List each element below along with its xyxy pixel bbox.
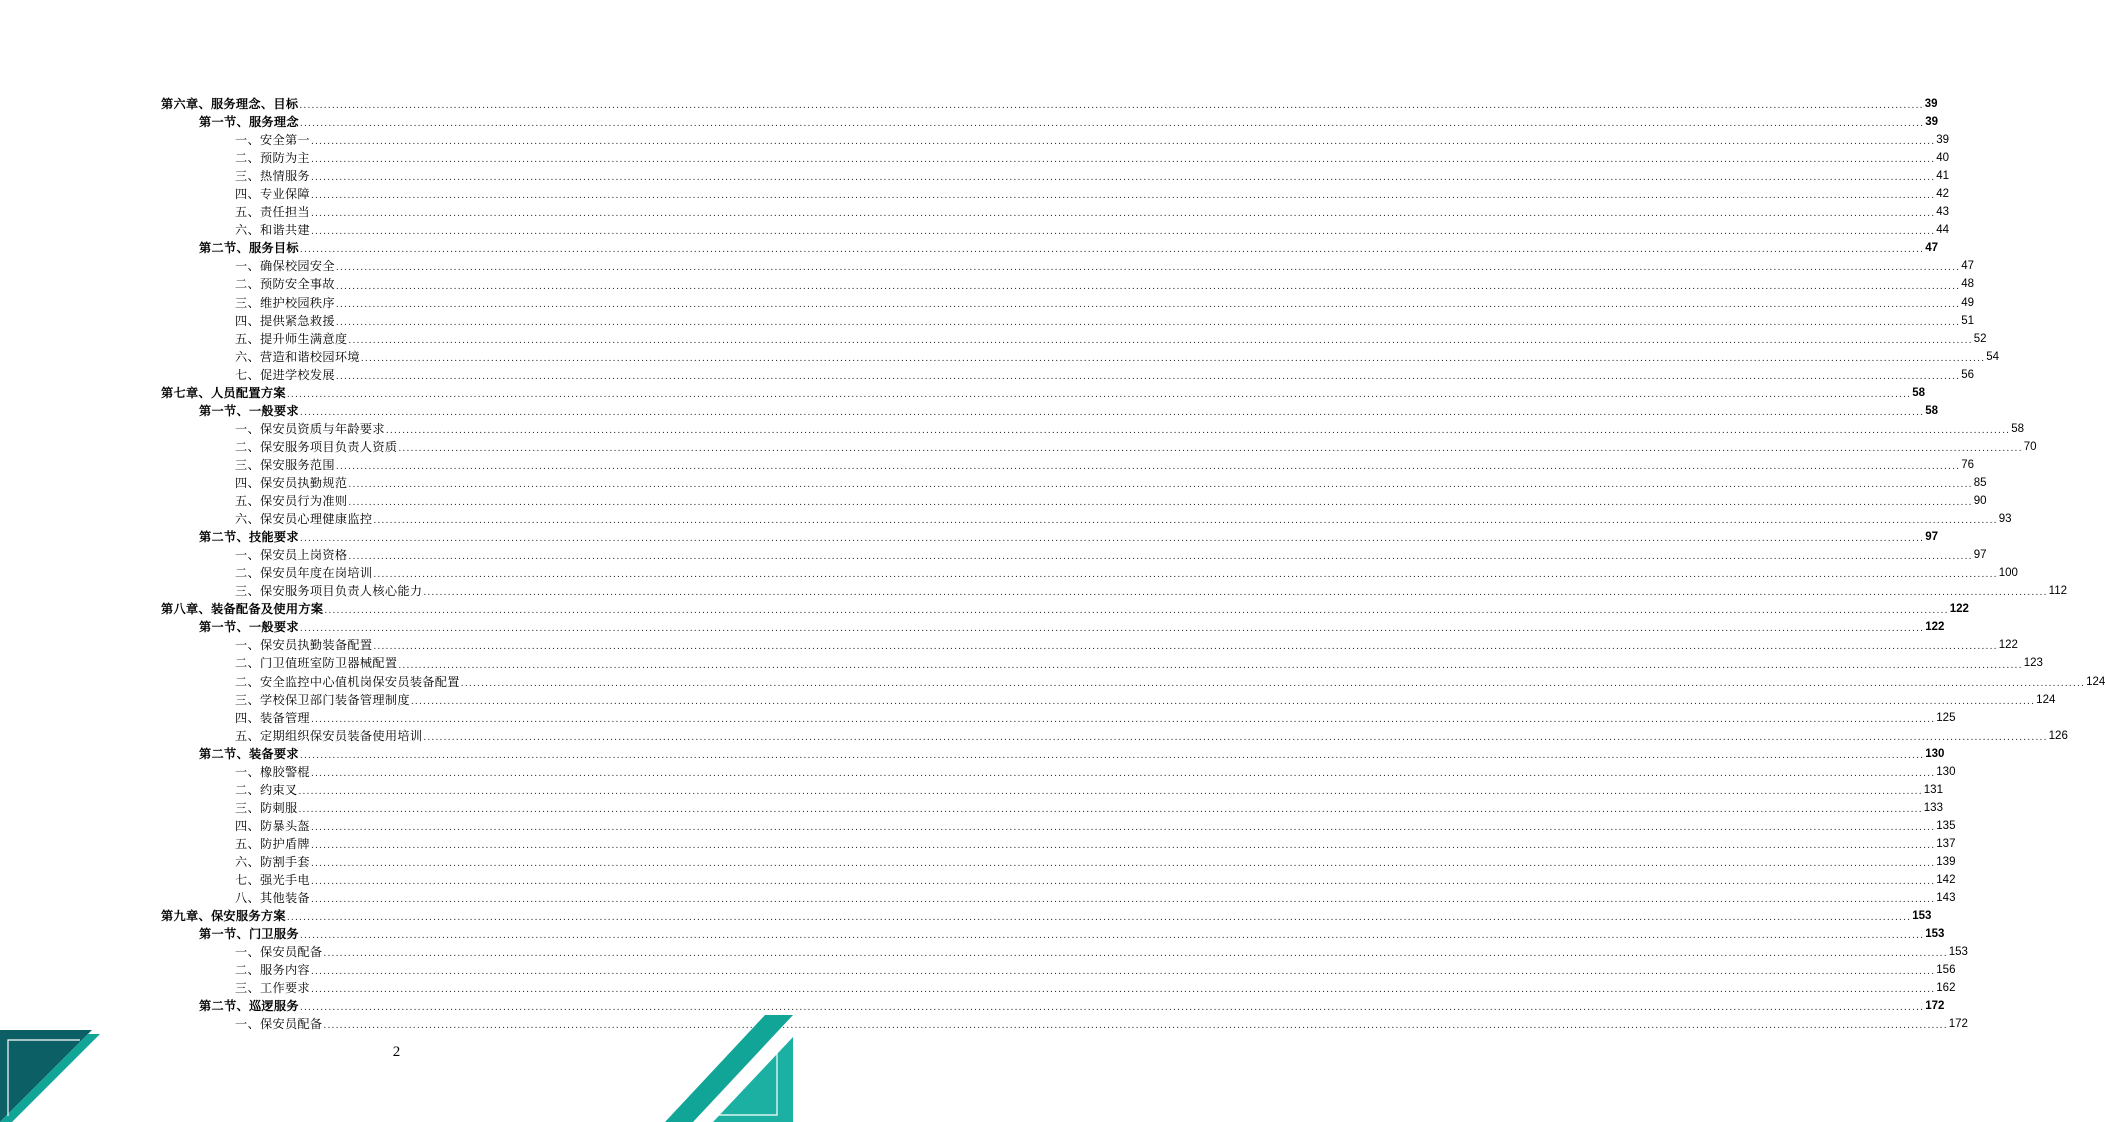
- toc-chapter[interactable]: [161, 95, 1938, 113]
- toc-item[interactable]: [161, 546, 1987, 564]
- toc-leader-dots: ................................................................................................................................................................................................................................................................................................................................................................................................................: [298, 804, 1923, 815]
- toc-section[interactable]: [161, 745, 1945, 763]
- toc-page-number: 58: [1925, 404, 1939, 417]
- toc-leader-dots: ................................................................................................................................................................................................................................................................................................................................................................................................................: [335, 281, 1961, 292]
- toc-leader-dots: ................................................................................................................................................................................................................................................................................................................................................................................................................: [323, 949, 1948, 960]
- toc-item[interactable]: [161, 799, 1943, 817]
- toc-page-number: 39: [1936, 134, 1950, 147]
- toc-title: 三、保安服务范围: [235, 457, 335, 472]
- toc-leader-dots: ................................................................................................................................................................................................................................................................................................................................................................................................................: [310, 985, 1936, 996]
- toc-leader-dots: ................................................................................................................................................................................................................................................................................................................................................................................................................: [373, 570, 1998, 581]
- toc-section[interactable]: [161, 997, 1945, 1015]
- toc-page-number: 47: [1961, 260, 1975, 273]
- toc-leader-dots: ................................................................................................................................................................................................................................................................................................................................................................................................................: [410, 696, 2036, 707]
- toc-item[interactable]: [161, 979, 1956, 997]
- toc-leader-dots: ................................................................................................................................................................................................................................................................................................................................................................................................................: [299, 245, 1925, 256]
- toc-title: 二、预防安全事故: [235, 277, 335, 292]
- toc-leader-dots: ................................................................................................................................................................................................................................................................................................................................................................................................................: [335, 371, 1961, 382]
- toc-page-number: 130: [1925, 747, 1945, 760]
- toc-leader-dots: ................................................................................................................................................................................................................................................................................................................................................................................................................: [348, 552, 1973, 563]
- toc-page-number: 97: [1973, 549, 1987, 562]
- toc-leader-dots: ................................................................................................................................................................................................................................................................................................................................................................................................................: [423, 732, 2048, 743]
- toc-item[interactable]: [161, 889, 1956, 907]
- toc-item[interactable]: [161, 817, 1956, 835]
- toc-page-number: 125: [1936, 711, 1956, 724]
- toc-title: 三、学校保卫部门装备管理制度: [235, 692, 410, 707]
- toc-item[interactable]: [161, 257, 1975, 275]
- toc-leader-dots: ................................................................................................................................................................................................................................................................................................................................................................................................................: [298, 786, 1923, 797]
- toc-leader-dots: ................................................................................................................................................................................................................................................................................................................................................................................................................: [398, 660, 2023, 671]
- toc-title: 第一节、门卫服务: [199, 927, 299, 942]
- toc-title: 四、提供紧急救援: [235, 313, 335, 328]
- toc-page-number: 51: [1961, 314, 1975, 327]
- toc-chapter[interactable]: [161, 600, 1969, 618]
- toc-leader-dots: ................................................................................................................................................................................................................................................................................................................................................................................................................: [310, 840, 1936, 851]
- toc-title: 第一节、一般要求: [199, 620, 299, 635]
- toc-page-number: 122: [1949, 603, 1969, 616]
- toc-leader-dots: ................................................................................................................................................................................................................................................................................................................................................................................................................: [310, 895, 1936, 906]
- toc-page-number: 48: [1961, 278, 1975, 291]
- toc-item[interactable]: [161, 167, 1950, 185]
- toc-item[interactable]: [161, 582, 2067, 600]
- toc-leader-dots: ................................................................................................................................................................................................................................................................................................................................................................................................................: [286, 913, 1912, 924]
- toc-title: 五、责任担当: [235, 205, 310, 220]
- toc-leader-dots: ................................................................................................................................................................................................................................................................................................................................................................................................................: [348, 480, 1973, 491]
- toc-leader-dots: ................................................................................................................................................................................................................................................................................................................................................................................................................: [299, 1003, 1925, 1014]
- toc-page-number: 153: [1925, 928, 1945, 941]
- toc-page-number: 40: [1936, 152, 1950, 165]
- toc-chapter[interactable]: [161, 907, 1932, 925]
- toc-title: 第八章、装备配备及使用方案: [161, 602, 324, 617]
- toc-page-number: 143: [1936, 892, 1956, 905]
- toc-page-number: 122: [1998, 639, 2018, 652]
- toc-title: 五、定期组织保安员装备使用培训: [235, 728, 423, 743]
- toc-title: 六、防割手套: [235, 854, 310, 869]
- toc-leader-dots: ................................................................................................................................................................................................................................................................................................................................................................................................................: [335, 263, 1961, 274]
- toc-title: 二、服务内容: [235, 963, 310, 978]
- toc-title: 五、防护盾牌: [235, 836, 310, 851]
- toc-title: 七、促进学校发展: [235, 367, 335, 382]
- toc-title: 第六章、服务理念、目标: [161, 97, 299, 111]
- toc-leader-dots: ................................................................................................................................................................................................................................................................................................................................................................................................................: [360, 353, 1986, 364]
- toc-item[interactable]: [161, 420, 2024, 438]
- toc-page-number: 153: [1948, 946, 1968, 959]
- toc-leader-dots: ................................................................................................................................................................................................................................................................................................................................................................................................................: [335, 299, 1961, 310]
- toc-section[interactable]: [161, 528, 1939, 546]
- toc-item[interactable]: [161, 871, 1956, 889]
- toc-title: 第二节、服务目标: [199, 241, 299, 256]
- toc-section[interactable]: [161, 618, 1945, 636]
- toc-title: 第九章、保安服务方案: [161, 909, 286, 924]
- toc-leader-dots: ................................................................................................................................................................................................................................................................................................................................................................................................................: [310, 859, 1936, 870]
- toc-leader-dots: ................................................................................................................................................................................................................................................................................................................................................................................................................: [398, 443, 2023, 454]
- toc-item[interactable]: [161, 312, 1975, 330]
- toc-page-number: 47: [1925, 242, 1939, 255]
- toc-title: 一、保安员资质与年龄要求: [235, 421, 385, 436]
- toc-leader-dots: ................................................................................................................................................................................................................................................................................................................................................................................................................: [335, 317, 1961, 328]
- toc-section[interactable]: [161, 402, 1939, 420]
- toc-page-number: 131: [1923, 783, 1943, 796]
- toc-title: 三、工作要求: [235, 981, 310, 996]
- toc-title: 二、保安员年度在岗培训: [235, 566, 373, 581]
- toc-title: 六、和谐共建: [235, 223, 310, 238]
- toc-item[interactable]: [161, 853, 1956, 871]
- toc-title: 一、确保校园安全: [235, 259, 335, 274]
- toc-title: 三、维护校园秩序: [235, 295, 335, 310]
- toc-item[interactable]: [161, 510, 2012, 528]
- toc-page-number: 172: [1925, 1000, 1945, 1013]
- toc-section[interactable]: [161, 239, 1939, 257]
- toc-leader-dots: ................................................................................................................................................................................................................................................................................................................................................................................................................: [348, 498, 1973, 509]
- toc-title: 第一节、一般要求: [199, 403, 299, 418]
- toc-page-number: 122: [1925, 621, 1945, 634]
- toc-leader-dots: ................................................................................................................................................................................................................................................................................................................................................................................................................: [348, 335, 1973, 346]
- toc-page-number: 100: [1998, 567, 2018, 580]
- toc-leader-dots: ................................................................................................................................................................................................................................................................................................................................................................................................................: [310, 714, 1936, 725]
- toc-item[interactable]: [161, 275, 1975, 293]
- toc-section[interactable]: [161, 925, 1945, 943]
- toc-title: 四、保安员执勤规范: [235, 475, 348, 490]
- toc-page-number: 85: [1973, 476, 1987, 489]
- toc-page-number: 126: [2048, 729, 2068, 742]
- toc-page-number: 58: [1912, 386, 1926, 399]
- toc-title: 七、强光手电: [235, 873, 310, 888]
- toc-item[interactable]: [161, 673, 2105, 691]
- toc-title: 三、热情服务: [235, 169, 310, 184]
- toc-leader-dots: ................................................................................................................................................................................................................................................................................................................................................................................................................: [299, 101, 1924, 112]
- toc-leader-dots: ................................................................................................................................................................................................................................................................................................................................................................................................................: [335, 461, 1961, 472]
- toc-leader-dots: ................................................................................................................................................................................................................................................................................................................................................................................................................: [310, 173, 1936, 184]
- toc-title: 六、营造和谐校园环境: [235, 349, 360, 364]
- toc-leader-dots: ................................................................................................................................................................................................................................................................................................................................................................................................................: [299, 931, 1925, 942]
- toc-title: 一、安全第一: [235, 133, 310, 148]
- toc-item[interactable]: [161, 654, 2043, 672]
- toc-section[interactable]: [161, 113, 1939, 131]
- toc-title: 六、保安员心理健康监控: [235, 512, 373, 527]
- corner-decoration-right: [665, 1015, 793, 1122]
- toc-title: 二、约束叉: [235, 782, 298, 797]
- toc-page-number: 139: [1936, 855, 1956, 868]
- toc-item[interactable]: [161, 366, 1975, 384]
- toc-item[interactable]: [161, 943, 1968, 961]
- toc-title: 一、保安员执勤装备配置: [235, 638, 373, 653]
- toc-leader-dots: ................................................................................................................................................................................................................................................................................................................................................................................................................: [310, 227, 1936, 238]
- toc-page-number: 123: [2023, 657, 2043, 670]
- toc-item[interactable]: [161, 221, 1950, 239]
- toc-leader-dots: ................................................................................................................................................................................................................................................................................................................................................................................................................: [310, 822, 1936, 833]
- toc-page-number: 124: [2036, 693, 2056, 706]
- toc-title: 第二节、技能要求: [199, 530, 299, 545]
- toc-page-number: 130: [1936, 765, 1956, 778]
- toc-item[interactable]: [161, 709, 1956, 727]
- toc-item[interactable]: [161, 492, 1987, 510]
- toc-leader-dots: ................................................................................................................................................................................................................................................................................................................................................................................................................: [310, 191, 1936, 202]
- toc-leader-dots: ................................................................................................................................................................................................................................................................................................................................................................................................................: [310, 137, 1936, 148]
- toc-leader-dots: ................................................................................................................................................................................................................................................................................................................................................................................................................: [324, 606, 1949, 617]
- toc-page-number: 56: [1961, 368, 1975, 381]
- toc-title: 一、橡胶警棍: [235, 764, 310, 779]
- toc-leader-dots: ................................................................................................................................................................................................................................................................................................................................................................................................................: [299, 407, 1925, 418]
- toc-leader-dots: ................................................................................................................................................................................................................................................................................................................................................................................................................: [310, 209, 1936, 220]
- toc-page-number: 93: [1998, 513, 2012, 526]
- toc-leader-dots: ................................................................................................................................................................................................................................................................................................................................................................................................................: [373, 516, 1998, 527]
- toc-title: 八、其他装备: [235, 891, 310, 906]
- toc-page-number: 42: [1936, 188, 1950, 201]
- toc-item[interactable]: [161, 727, 2068, 745]
- toc-item[interactable]: [161, 330, 1987, 348]
- toc-item[interactable]: [161, 294, 1975, 312]
- toc-page-number: 76: [1961, 458, 1975, 471]
- toc-page-number: 49: [1961, 296, 1975, 309]
- page-number: 2: [392, 1044, 401, 1060]
- toc-title: 五、提升师生满意度: [235, 331, 348, 346]
- toc-leader-dots: ................................................................................................................................................................................................................................................................................................................................................................................................................: [323, 1021, 1948, 1032]
- toc-page-number: 156: [1936, 964, 1956, 977]
- toc-item[interactable]: [161, 564, 2018, 582]
- toc-page-number: 90: [1973, 495, 1987, 508]
- toc-title: 四、专业保障: [235, 187, 310, 202]
- toc-leader-dots: ................................................................................................................................................................................................................................................................................................................................................................................................................: [310, 155, 1936, 166]
- toc-page-number: 43: [1936, 206, 1950, 219]
- toc-item[interactable]: [161, 691, 2056, 709]
- toc-leader-dots: ................................................................................................................................................................................................................................................................................................................................................................................................................: [423, 588, 2048, 599]
- toc-title: 二、安全监控中心值机岗保安员装备配置: [235, 674, 460, 689]
- toc-page-number: 52: [1973, 332, 1987, 345]
- toc-item[interactable]: [161, 348, 2000, 366]
- toc-title: 第一节、服务理念: [199, 115, 299, 130]
- toc-chapter[interactable]: [161, 384, 1926, 402]
- toc-page-number: 172: [1948, 1018, 1968, 1031]
- toc-title: 三、保安服务项目负责人核心能力: [235, 584, 423, 599]
- toc-page-number: 133: [1923, 801, 1943, 814]
- toc-page-number: 70: [2023, 440, 2037, 453]
- toc-title: 一、保安员配备: [235, 1017, 323, 1032]
- toc-item[interactable]: [161, 1015, 1968, 1033]
- toc-leader-dots: ................................................................................................................................................................................................................................................................................................................................................................................................................: [299, 750, 1925, 761]
- toc-item[interactable]: [161, 456, 1975, 474]
- toc-leader-dots: ................................................................................................................................................................................................................................................................................................................................................................................................................: [310, 877, 1936, 888]
- toc-page-number: 162: [1936, 982, 1956, 995]
- toc-page-number: 41: [1936, 170, 1950, 183]
- toc-title: 四、装备管理: [235, 710, 310, 725]
- toc-title: 第二节、巡逻服务: [199, 999, 299, 1014]
- toc-leader-dots: ................................................................................................................................................................................................................................................................................................................................................................................................................: [373, 642, 1998, 653]
- toc-page-number: 54: [1986, 350, 2000, 363]
- toc-page-number: 58: [2011, 422, 2024, 435]
- toc-leader-dots: ................................................................................................................................................................................................................................................................................................................................................................................................................: [310, 768, 1936, 779]
- corner-decoration-left: [0, 1030, 100, 1122]
- toc-page-number: 142: [1936, 874, 1956, 887]
- toc-page-number: 135: [1936, 819, 1956, 832]
- toc-item[interactable]: [161, 781, 1943, 799]
- toc-title: 三、防刺服: [235, 800, 298, 815]
- toc-item[interactable]: [161, 474, 1987, 492]
- toc-page-number: 39: [1924, 98, 1938, 110]
- toc-title: 五、保安员行为准则: [235, 494, 348, 509]
- toc-item[interactable]: [161, 961, 1956, 979]
- toc-item[interactable]: [161, 763, 1956, 781]
- toc-title: 一、保安员配备: [235, 945, 323, 960]
- toc-page-number: 39: [1925, 116, 1939, 129]
- toc-leader-dots: ................................................................................................................................................................................................................................................................................................................................................................................................................: [299, 534, 1925, 545]
- toc-leader-dots: ................................................................................................................................................................................................................................................................................................................................................................................................................: [299, 119, 1925, 130]
- toc-item[interactable]: [161, 438, 2037, 456]
- toc-item[interactable]: [161, 185, 1950, 203]
- toc-title: 第二节、装备要求: [199, 746, 299, 761]
- toc-page-number: 137: [1936, 837, 1956, 850]
- toc-item[interactable]: [161, 636, 2018, 654]
- toc-item[interactable]: [161, 149, 1950, 167]
- toc-leader-dots: ................................................................................................................................................................................................................................................................................................................................................................................................................: [310, 967, 1936, 978]
- toc-item[interactable]: [161, 835, 1956, 853]
- toc-page-number: 124: [2086, 675, 2105, 688]
- toc-title: 二、门卫值班室防卫器械配置: [235, 656, 398, 671]
- toc-leader-dots: ................................................................................................................................................................................................................................................................................................................................................................................................................: [385, 425, 2011, 436]
- toc-page-number: 44: [1936, 224, 1950, 237]
- table-of-contents: [161, 95, 2105, 1033]
- toc-leader-dots: ................................................................................................................................................................................................................................................................................................................................................................................................................: [299, 624, 1925, 635]
- toc-title: 二、保安服务项目负责人资质: [235, 439, 398, 454]
- toc-leader-dots: ................................................................................................................................................................................................................................................................................................................................................................................................................: [460, 678, 2086, 689]
- toc-title: 四、防暴头盔: [235, 818, 310, 833]
- toc-title: 二、预防为主: [235, 151, 310, 166]
- toc-page-number: 153: [1912, 910, 1932, 923]
- toc-leader-dots: ................................................................................................................................................................................................................................................................................................................................................................................................................: [286, 389, 1912, 400]
- toc-item[interactable]: [161, 131, 1950, 149]
- toc-item[interactable]: [161, 203, 1950, 221]
- toc-title: 一、保安员上岗资格: [235, 548, 348, 563]
- toc-title: 第七章、人员配置方案: [161, 385, 286, 400]
- toc-page-number: 112: [2048, 585, 2067, 598]
- toc-page-number: 97: [1925, 531, 1939, 544]
